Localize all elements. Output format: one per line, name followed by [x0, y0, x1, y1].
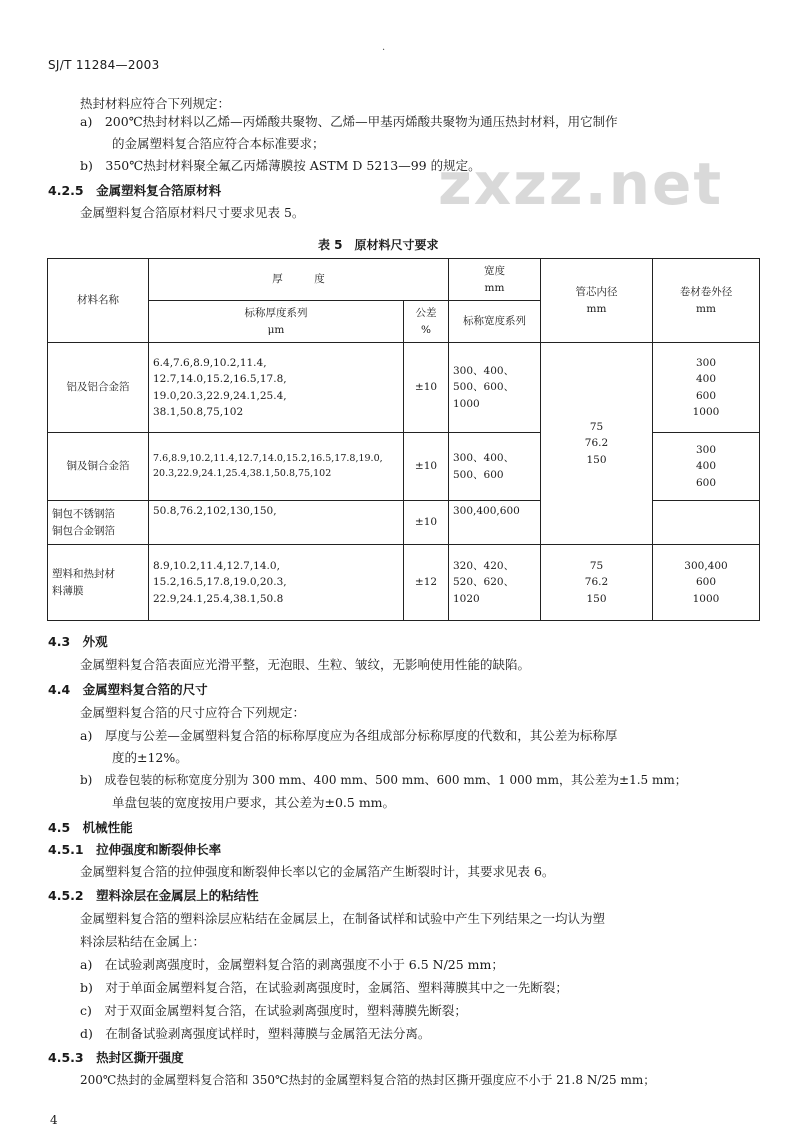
intro-lead: 热封材料应符合下列规定：: [80, 96, 231, 111]
row2-name: 铜及铜合金箔: [48, 433, 149, 501]
th-tol-unit: %: [421, 323, 431, 336]
list-item-a: a) 在试验剥离强度时，金属塑料复合箔的剥离强度不小于 6.5 N/25 mm；: [80, 957, 504, 972]
list-item-c: c) 对于双面金属塑料复合箔，在试验剥离强度时，塑料薄膜先断裂；: [80, 1003, 467, 1018]
text-4-4-a: a) 厚度与公差—金属塑料复合箔的标称厚度应为各组成部分标称厚度的代数和，其公差为标称厚: [80, 728, 618, 743]
text-4-5-3: 200℃热封的金属塑料复合箔和 350℃热封的金属塑料复合箔的热封区撕开强度应不小于 21.8 N/25 mm；: [80, 1073, 656, 1087]
row2-width: [449, 433, 541, 501]
th-roll: [653, 259, 760, 343]
text-4-5-1: 金属塑料复合箔的拉伸强度和断裂伸长率以它的金属箔产生断裂时计，其要求见表 6。: [80, 864, 555, 879]
row4-name: 塑料和热封材 料薄膜: [48, 545, 149, 621]
row1-thk-line: 6.4,7.6,8.9,10.2,11.4,: [153, 356, 267, 369]
row1-width-line: 300、400、: [453, 365, 515, 378]
th-name: 材料名称: [48, 259, 149, 343]
row2-tol: ±10: [404, 433, 449, 501]
row4-width-line: 320、420、: [453, 560, 515, 573]
text-4-5-2-1: 金属塑料复合箔的塑料涂层应粘结在金属层上，在制备试样和试验中产生下列结果之一均认为塑: [80, 911, 606, 926]
row3-tol: ±10: [404, 501, 449, 545]
table5: [47, 258, 760, 621]
row3-roll: [653, 501, 760, 545]
row4-roll-line: 300,400: [684, 560, 728, 573]
row2-roll-line: 300: [695, 444, 717, 457]
row4-width-line: 1020: [453, 592, 480, 605]
heading-4-2-5: 4.2.5 金属塑料复合箔原材料: [48, 183, 222, 198]
row1-thk-line: 38.1,50.8,75,102: [153, 405, 244, 418]
text-4-4-a-cont: 度的±12%。: [112, 750, 188, 765]
row1-width-line: 500、600、: [453, 381, 515, 394]
list-item-b: b) 对于单面金属塑料复合箔，在试验剥离强度时，金属箔、塑料薄膜其中之一先断裂；: [80, 980, 568, 995]
row4-thk-line: 22.9,24.1,25.4,38.1,50.8: [153, 592, 284, 605]
row4-width: [449, 545, 541, 621]
watermark: zxzz.net: [438, 150, 724, 218]
th-nominal-thk: [149, 301, 404, 343]
row1-thk-line: 19.0,20.3,22.9,24.1,25.4,: [153, 389, 287, 402]
th-nominal-thk-unit: μm: [267, 323, 285, 336]
intro-item-a: a) 200℃热封材料以乙烯—丙烯酸共聚物、乙烯—甲基丙烯酸共聚物为通压热封材料，用它制作: [80, 114, 618, 129]
row2-roll: [653, 433, 760, 501]
row2-thk-line: 20.3,22.9,24.1,25.4,38.1,50.8,75,102: [153, 467, 332, 479]
row4-roll-line: 1000: [692, 592, 720, 605]
row1-roll-line: 400: [695, 373, 717, 386]
row2-width-line: 500、600: [453, 468, 504, 481]
row2-roll-line: 600: [695, 476, 717, 489]
page-number: 4: [50, 1113, 58, 1127]
row1-thk-line: 12.7,14.0,15.2,16.5,17.8,: [153, 373, 287, 386]
core-shared: [541, 343, 653, 545]
th-nominal-width: 标称宽度系列: [449, 301, 541, 343]
intro-item-a-cont: 的金属塑料复合箔应符合本标准要求；: [112, 136, 325, 151]
row4-width-line: 520、620、: [453, 576, 515, 589]
th-roll-unit: mm: [696, 302, 716, 315]
intro-item-b: b) 350℃热封材料聚全氟乙丙烯薄膜按 ASTM D 5213—99 的规定。: [80, 158, 481, 173]
row4-thk-line: 8.9,10.2,11.4,12.7,14.0,: [153, 560, 280, 573]
standard-number: SJ/T 11284—2003: [48, 58, 160, 72]
th-width: [449, 259, 541, 301]
row2-thk-line: 7.6,8.9,10.2,11.4,12.7,14.0,15.2,16.5,17.8,19.0,: [153, 452, 383, 464]
th-tol: [404, 301, 449, 343]
row1-width: [449, 343, 541, 433]
row4-core: [541, 545, 653, 621]
th-core-label: 管芯内径: [575, 286, 618, 299]
th-width-label: 宽度: [484, 265, 505, 278]
th-core-unit: mm: [586, 302, 607, 315]
core-value: 150: [586, 453, 607, 466]
heading-4-5-3: 4.5.3 热封区撕开强度: [48, 1050, 184, 1065]
row1-roll-line: 1000: [692, 405, 720, 418]
row4-core-line: 150: [586, 592, 607, 605]
row4-core-line: 75: [589, 560, 604, 573]
row3-name: 铜包不锈钢箔 铜包合金钢箔: [48, 501, 149, 545]
th-thickness: 厚 度: [149, 259, 449, 301]
row2-thk: [149, 433, 404, 501]
top-mark: ·: [382, 45, 386, 56]
core-value: 76.2: [584, 437, 609, 450]
table5-title: 表 5 原材料尺寸要求: [318, 238, 439, 252]
text-4-4-b-cont: 单盘包装的宽度按用户要求，其公差为±0.5 mm。: [112, 795, 396, 810]
core-value: 75: [589, 421, 604, 434]
heading-4-4: 4.4 金属塑料复合箔的尺寸: [48, 682, 208, 697]
heading-4-5-2: 4.5.2 塑料涂层在金属层上的粘结性: [48, 888, 259, 903]
row4-thk: [149, 545, 404, 621]
th-roll-label: 卷材卷外径: [679, 286, 733, 299]
row2-width-line: 300、400、: [453, 452, 515, 465]
text-4-2-5: 金属塑料复合箔原材料尺寸要求见表 5。: [80, 205, 305, 220]
heading-4-5-1: 4.5.1 拉伸强度和断裂伸长率: [48, 842, 222, 857]
row1-roll-line: 300: [695, 356, 717, 369]
row1-name: 铝及铝合金箔: [48, 343, 149, 433]
th-tol-label: 公差: [415, 307, 437, 320]
row4-roll: [653, 545, 760, 621]
row4-tol: ±12: [404, 545, 449, 621]
list-item-d: d) 在制备试验剥离强度试样时，塑料薄膜与金属箔无法分离。: [80, 1026, 431, 1041]
row4-roll-line: 600: [695, 576, 717, 589]
text-4-4-lead: 金属塑料复合箔的尺寸应符合下列规定：: [80, 705, 306, 720]
th-nominal-thk-label: 标称厚度系列: [244, 307, 308, 320]
text-4-5-2-2: 料涂层粘结在金属上：: [80, 934, 206, 949]
heading-4-5: 4.5 机械性能: [48, 820, 133, 835]
th-core: [541, 259, 653, 343]
row3-width: 300,400,600: [449, 501, 541, 545]
row4-core-line: 76.2: [584, 576, 609, 589]
heading-4-3: 4.3 外观: [48, 634, 108, 649]
row3-thk: 50.8,76.2,102,130,150,: [149, 501, 404, 545]
row1-roll: [653, 343, 760, 433]
row1-thk: [149, 343, 404, 433]
text-4-3: 金属塑料复合箔表面应光滑平整，无泡眼、生粒、皱纹，无影响使用性能的缺陷。: [80, 657, 531, 672]
row2-roll-line: 400: [695, 460, 717, 473]
row1-roll-line: 600: [695, 389, 717, 402]
row1-width-line: 1000: [453, 397, 480, 410]
th-width-unit: mm: [484, 281, 505, 294]
row1-tol: ±10: [404, 343, 449, 433]
text-4-4-b: b) 成卷包装的标称宽度分别为 300 mm、400 mm、500 mm、600 mm、1 000 mm，其公差为±1.5 mm；: [80, 773, 687, 787]
row4-thk-line: 15.2,16.5,17.8,19.0,20.3,: [153, 576, 287, 589]
